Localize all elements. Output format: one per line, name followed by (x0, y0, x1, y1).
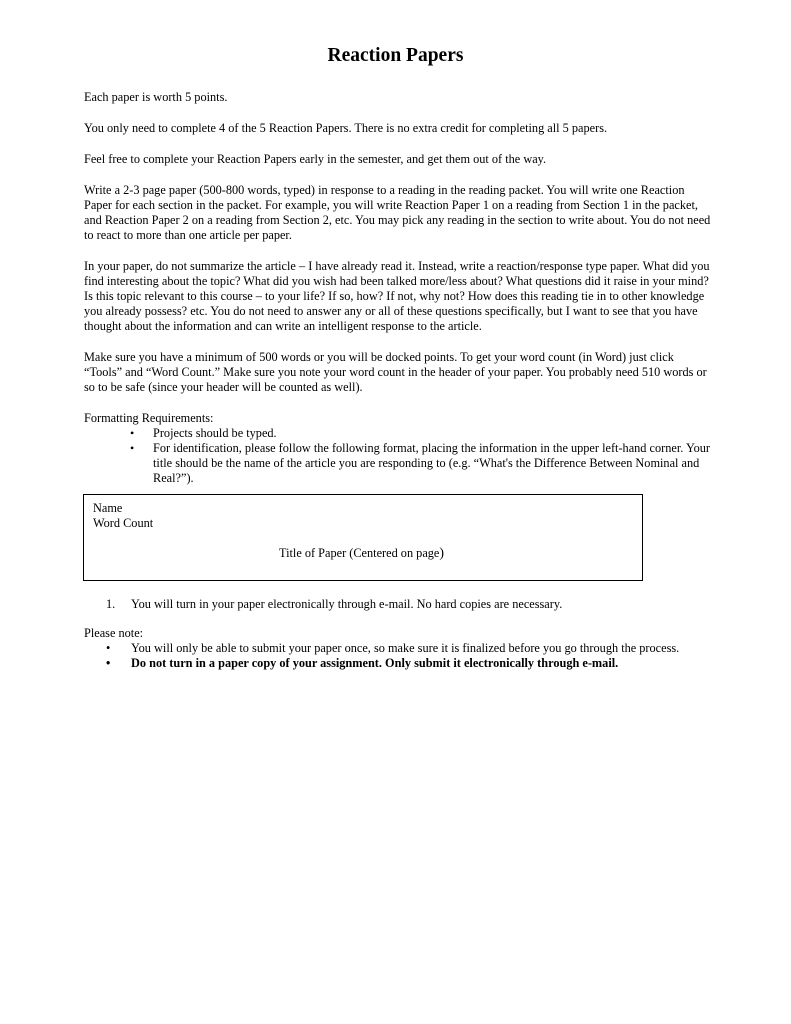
list-item (84, 597, 724, 612)
list-item-text: You will only be able to submit your paper once, so make sure it is finalized before you go through the process. (131, 641, 680, 655)
header-word-count-label: Word Count (93, 516, 154, 530)
header-name-label: Name (93, 501, 123, 515)
header-title-paren: ) (439, 546, 445, 561)
paragraph-required-count: You only need to complete 4 of the 5 Reaction Papers. There is no extra credit for completing all 5 papers. (84, 121, 608, 135)
paragraph-assignment-description: Write a 2-3 page paper (500-800 words, typed) in response to a reading in the reading packet. You will write one Reaction Paper for each section in the packet. For example, you will write Reaction Paper 1 on a reading from Section 1 in the packet, and Reaction Paper 2 on a reading from Section 2, etc. You may pick any reading in the section to write about. You do not need to react to more than one article per paper. (84, 183, 711, 242)
notes-heading: Please note: (84, 626, 144, 640)
header-title-label (279, 546, 444, 561)
list-item (84, 441, 713, 486)
document-page (84, 44, 724, 671)
bullet-icon: • (130, 441, 135, 455)
list-item-text: Do not turn in a paper copy of your assignment. Only submit it electronically through e-mail. (131, 656, 619, 670)
paragraph-early-completion: Feel free to complete your Reaction Papers early in the semester, and get them out of the way. (84, 152, 547, 166)
header-title-text: Title of Paper (Centered on page (279, 546, 440, 560)
bullet-icon: • (130, 426, 135, 440)
list-item (84, 656, 691, 671)
numbered-list (84, 597, 724, 612)
formatting-heading: Formatting Requirements: (84, 411, 214, 425)
bullet-icon: • (106, 656, 111, 670)
paragraph-points: Each paper is worth 5 points. (84, 90, 228, 104)
list-item (84, 641, 691, 656)
list-item-text: Projects should be typed. (153, 426, 277, 440)
list-item-text: For identification, please follow the following format, placing the information in the upper left-hand corner. Your title should be the name of the article you are responding to (e.g. “What's the Difference Between Nominal and Real?”). (153, 441, 710, 485)
paragraph-word-count: Make sure you have a minimum of 500 words or you will be docked points. To get your word count (in Word) just click “Tools” and “Word Count.” Make sure you note your word count in the header of your paper. You probably need 510 words or so to be safe (since your header will be counted as well). (84, 350, 707, 394)
list-item-text: You will turn in your paper electronically through e-mail. No hard copies are necessary. (131, 597, 563, 611)
list-item (84, 426, 713, 441)
list-number: 1. (106, 597, 116, 611)
notes-list (84, 641, 724, 671)
paragraph-content-guidance: In your paper, do not summarize the article – I have already read it. Instead, write a reaction/response type paper. What did you find interesting about the topic? What did you wish had been talked more/less about? What questions did it raise in your mind? Is this topic relevant to this course – to your life? If so, how? If not, why not? How does this reading tie in to other knowledge you already possess? etc. You do not need to answer any or all of these questions specifically, but I want to see that you have thought about the information and can write an intelligent response to the article. (84, 259, 710, 333)
formatting-list (84, 426, 724, 486)
header-format-box (83, 494, 643, 581)
page-title: Reaction Papers (327, 45, 464, 66)
bullet-icon: • (106, 641, 111, 655)
